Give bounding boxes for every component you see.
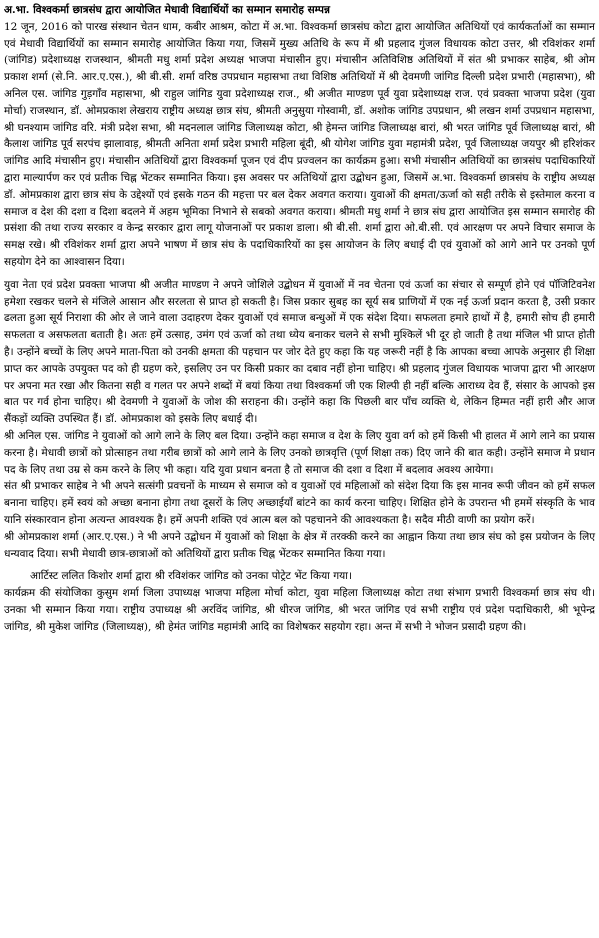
- paragraph-anil-jangid-speech: श्री अनिल एस. जांगिड ने युवाओं को आगे लाने के लिए बल दिया। उन्होंने कहा समाज व देश के लिए युवा वर्ग को हमें किसी भी हालत में आगे लाने का प्रयास करना है। मेधावी छात्रों को प्रोत्साहन तथा गरीब छात्रों को आगे लाने के लिए उनको छात्रवृत्ति (पूर्ण शिक्षा तक) दिए जाने की बात कही। उन्होंने समाज मे प्रधान पद के लिए तथा उम्र से कम करने के लिए भी कहा। यदि युवा प्रधान बनता है तो समाज की दशा व दिशा में बदलाव अवश्य आयेगा।: [4, 429, 595, 476]
- paragraph-closing: कार्यक्रम की संयोजिका कुसुम शर्मा जिला उपाध्यक्ष भाजपा महिला मोर्चा कोटा, युवा महिला जिलाध्यक्ष कोटा तथा संभाग प्रभारी विश्वकर्मा छात्र संघ थी। उनका भी सम्मान किया गया। राष्ट्रीय उपाध्यक्ष श्री अरविंद जांगिड, श्री धीरज जांगिड, श्री भरत जांगिड एवं सभी राष्ट्रीय एवं प्रदेश पदाधिकारी, श्री भूपेन्द्र जांगिड, श्री मुकेश जांगिड (जिलाध्यक्ष), श्री हेमंत जांगिड महामंत्री आदि का विशेषकर सहयोग रहा। अन्त में सभी ने भोजन प्रसादी ग्रहण की।: [4, 587, 595, 633]
- paragraph-prabhakar-saheb-speech: संत श्री प्रभाकर साहेब ने भी अपने सत्संगी प्रवचनों के माध्यम से समाज को व युवाओं एवं महिलाओं को संदेश दिया कि इस मानव रूपी जीवन को हमें सफल बनाना चाहिए। हमें स्वयं को अच्छा बनाना होगा तथा दूसरों के लिए अच्छाईयाँ बांटने का कार्य करना चाहिए। शिक्षित होने के उपरान्त भी हममें संस्कृति के भाव यानि संस्कारवान होना अत्यन्त आवश्यक है। हमें अपनी शक्ति एवं आत्म बल को पहचानने की आवश्यकता है। सदैव मीठी वाणी का प्रयोग करें।: [4, 480, 595, 526]
- article-headline: अ.भा. विश्वकर्मा छात्रसंघ द्वारा आयोजित मेधावी विद्यार्थियों का सम्मान समारोह सम्पन्न: [4, 4, 330, 16]
- paragraph-portrait-gift: आर्टिस्ट ललित किशोर शर्मा द्वारा श्री रविशंकर जांगिड को उनका पोट्रेट भेंट किया गया।: [30, 570, 352, 583]
- article-body: [4, 2, 595, 635]
- paragraph-event-guests: 12 जून, 2016 को पारख संस्थान चेतन धाम, कबीर आश्रम, कोटा में अ.भा. विश्वकर्मा छात्रसंघ कोटा द्वारा आयोजित अतिथियों एवं कार्यकर्ताओं का सम्मान एवं मेधावी विद्यार्थियों का सम्मान समारोह आयोजित किया गया, जिसमें मुख्य अतिथि के रूप में श्री प्रहलाद गुंजल विधायक कोटा उत्तर, श्री रविशंकर शर्मा (जांगिड) प्रदेशाध्यक्ष राजस्थान, श्रीमती मधु शर्मा प्रदेश अध्यक्ष भाजपा मंचासीन हुए। मंचासीन अतिविशिष्ठ अतिथियों में संत श्री प्रभाकर साहेब, श्री ओम प्रकाश शर्मा (से.नि. आर.ए.एस.), श्री बी.सी. शर्मा वरिष्ठ उपप्रधान महासभा तथा विशिष्ठ अतिथियों में श्री देवमणी जांगिड दिल्ली प्रदेश प्रभारी (महासभा), श्री अनिल एस. जांगिड गुड़गाँव महासभा, श्री राहुल जांगिड युवा प्रदेशाध्यक्ष राज., श्री अजीत माण्डण पूर्व युवा प्रदेशाध्यक्ष राज. एवं प्रवक्ता भाजपा प्रदेश (युवा मोर्चा) राजस्थान, डॉ. ओमप्रकाश लेखराय राष्ट्रीय अध्यक्ष छात्र संघ, श्रीमती अनुसुया गोस्वामी, डॉ. अशोक जांगिड उपप्रधान, श्री लखन शर्मा उपप्रधान महासभा, श्री घनश्याम जांगिड वरि. मंत्री प्रदेश सभा, श्री मदनलाल जांगिड जिलाध्यक्ष कोटा, श्री हेमन्त जांगिड जिलाध्यक्ष बारां, श्री भरत जांगिड पूर्व जिलाध्यक्ष बारां, श्री कैलाश जांगिड पूर्व सरपंच झालावाड़, श्रीमती अनिता शर्मा प्रदेश प्रभारी महिला बूंदी, श्री योगेश जांगिड युवा महामंत्री प्रदेश, पूर्व जिलाध्यक्ष जयपुर श्री हरिशंकर जांगिड आदि मंचासीन हुए। मंचासीन अतिथियों द्वारा विश्वकर्मा पूजन एवं दीप प्रज्वलन का कार्यक्रम हुआ। सभी मंचासीन अतिथियों का छात्रसंघ पदाधिकारियों द्वारा माल्यार्पण कर एवं प्रतीक चिह्न भेंटकर सम्मानित किया। इस अवसर पर अतिथियों द्वारा उद्बोधन हुआ, जिसमें अ.भा. विश्वकर्मा छात्रसंघ के राष्ट्रीय अध्यक्ष डॉ. ओमप्रकाश द्वारा छात्र संघ के उद्देश्यों एवं इसके गठन की महत्ता पर बल देकर अवगत कराया। युवाओं की क्षमता/ऊर्जा को सही तरीके से इस्तेमाल करना व समाज व देश की दशा व दिशा बदलने में अहम भूमिका निभाने से सबको अवगत कराया। श्रीमती मधु शर्मा ने छात्र संघ द्वारा आयोजित इस सम्मान समारोह की प्रसंशा की तथा राज्य सरकार व केन्द्र सरकार द्वारा लागू योजनाओं पर प्रकाश डाला। श्री बी.सी. शर्मा द्वारा ओ.बी.सी. एवं आरक्षण पर अपने विचार समाज के समक्ष रखे। श्री रविशंकर शर्मा द्वारा अपने भाषण में छात्र संघ के पदाधिकारियों का इस आयोजन के लिए बधाई दी एवं युवाओं को आगे आने पर उनको पूर्ण सहयोग देने का आश्वासन दिया।: [4, 20, 595, 268]
- paragraph-ajit-mandan-speech: युवा नेता एवं प्रदेश प्रवक्ता भाजपा श्री अजीत माण्डण ने अपने जोशिले उद्बोधन में युवाओं में नव चेतना एवं ऊर्जा का संचार से सम्पूर्ण होने एवं पॉजिटिवनेश हमेशा रखकर चलने से मंजिले आसान और सरलता से प्राप्त हो सकती है। जिस प्रकार सुबह का सूर्य सब प्राणियों में एक नई ऊर्जा प्रदान करता है, उसी प्रकार ढलता हुआ सूर्य निराशा की ओर ले जाने वाला उदाहरण देकर युवाओं एवं समाज बन्धुओं में एक संदेश दिया। सफलता हमारे हाथों में है, हमारी सोच ही हमारी सफलता व असफलता बताती है। अतः हमें उत्साह, उमंग एवं ऊर्जा को तथा ध्येय बनाकर चलने से सभी मुश्किलें भी दूर हो जाती है तथा मंजिल भी प्राप्त होती है। उन्होंने बच्चों के लिए अपने माता-पिता को उनकी क्षमता की पहचान पर जोर देते हुए कहा कि यह जरूरी नहीं है कि आपका बच्चा आपके अनुसार ही शिक्षा प्राप्त कर आपके उपयुक्त पद को ही ग्रहण करे, इसलिए उन पर किसी प्रकार का दबाव नहीं होना चाहिए। श्री प्रहलाद गुंजल विधायक भाजपा द्वारा भी आरक्षण पर अपना मत रखा और कितना सही व गलत पर अपने शब्दों में बयां किया तथा विश्वकर्मा जी एक शिल्पी ही नहीं बल्कि आराध्य देव हैं, संसार के आपको इस बात पर गर्व होना चाहिए। श्री देवमणी ने युवाओं के जोश की सराहना की। उन्होंने कहा कि पिछली बार पाँच व्यक्ति थे, लेकिन हिम्मत नहीं हारी और आज सैंकड़ों व्यक्ति उपस्थित हैं। डॉ. ओमप्रकाश को इसके लिए बधाई दी।: [4, 278, 595, 426]
- paragraph-omprakash-sharma-speech: श्री ओमप्रकाश शर्मा (आर.ए.एस.) ने भी अपने उद्बोधन में युवाओं को शिक्षा के क्षेत्र में तरक्की करने का आह्वान किया तथा छात्र संघ को इस प्रयोजन के लिए धन्यवाद दिया। सभी मेधावी छात्र-छात्राओं को अतिथियों द्वारा प्रतीक चिह्न भेंटकर सम्मानित किया गया।: [4, 530, 595, 560]
